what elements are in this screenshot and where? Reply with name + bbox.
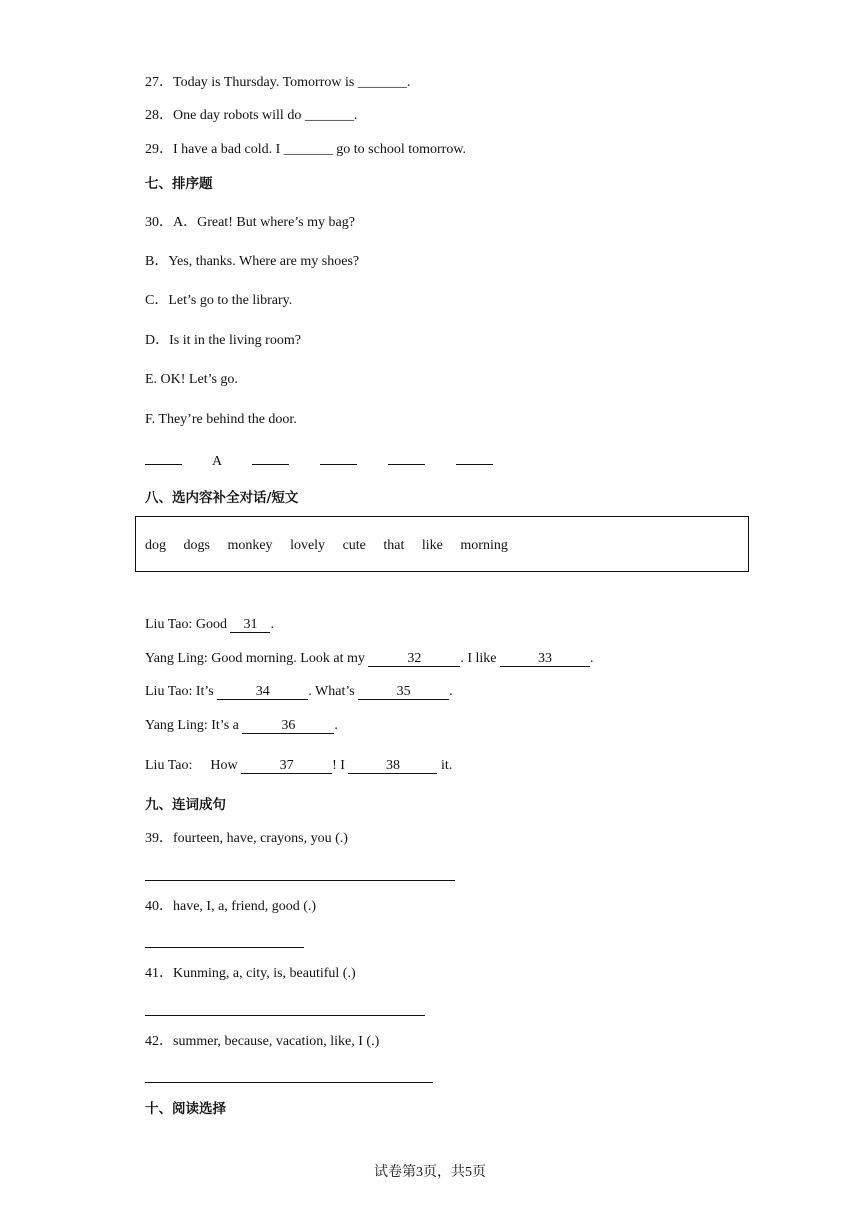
question-text: summer, because, vacation, like, I (.): [173, 1034, 380, 1049]
question-number: 40．: [145, 899, 173, 914]
dialogue-line-1: [145, 616, 274, 634]
dialogue-text: Liu Tao: Good: [145, 617, 231, 632]
blank-35[interactable]: 35: [358, 684, 449, 700]
dialogue-line-4: [145, 717, 338, 735]
question-number: 42．: [145, 1034, 173, 1049]
question-28: [145, 107, 357, 125]
question-text: Today is Thursday. Tomorrow is _______.: [173, 75, 411, 90]
order-given-answer: A: [211, 454, 223, 469]
dialogue-text: .: [449, 684, 453, 699]
answer-line-40[interactable]: [145, 947, 304, 948]
question-text: Kunming, a, city, is, beautiful (.): [173, 966, 356, 981]
word-bank-item: dogs: [183, 538, 210, 553]
option-d: D．Is it in the living room?: [145, 333, 301, 348]
dialogue-text: Liu Tao:: [145, 758, 193, 773]
question-text: fourteen, have, crayons, you (.): [173, 831, 348, 846]
word-bank-item: dog: [145, 538, 166, 553]
dialogue-text: Liu Tao: It’s: [145, 684, 218, 699]
dialogue-text: Yang Ling: It’s a: [145, 718, 243, 733]
word-bank-item: that: [383, 538, 405, 553]
question-40: [145, 898, 316, 916]
question-number: 30．: [145, 215, 173, 230]
section-heading-7: 七、排序题: [145, 176, 213, 192]
question-number: 39．: [145, 831, 173, 846]
word-bank-item: morning: [460, 538, 508, 553]
blank-34[interactable]: 34: [217, 684, 308, 700]
word-bank-box: [135, 516, 749, 572]
page-footer: 试卷第3页，共5页: [374, 1165, 486, 1180]
question-41: [145, 965, 356, 983]
question-text: I have a bad cold. I _______ go to school tomorrow.: [173, 142, 467, 157]
option-e: E. OK! Let’s go.: [145, 372, 238, 387]
word-bank-item: cute: [342, 538, 366, 553]
option-f: F. They’re behind the door.: [145, 412, 297, 427]
dialogue-line-2: [145, 650, 594, 668]
dialogue-line-3: [145, 683, 453, 701]
answer-line-39[interactable]: [145, 880, 455, 881]
question-30: [145, 214, 355, 232]
blank-31[interactable]: 31: [230, 617, 270, 633]
word-bank-item: like: [421, 538, 443, 553]
section-heading-8: 八、选内容补全对话/短文: [145, 490, 299, 506]
dialogue-text: .: [334, 718, 338, 733]
order-blank-2[interactable]: [252, 450, 289, 465]
order-blank-5[interactable]: [456, 450, 493, 465]
question-29: [145, 141, 466, 159]
question-text: have, I, a, friend, good (.): [173, 899, 317, 914]
question-number: 27．: [145, 75, 173, 90]
order-blank-4[interactable]: [388, 450, 425, 465]
answer-line-42[interactable]: [145, 1082, 433, 1083]
word-bank-item: monkey: [227, 538, 273, 553]
question-39: [145, 830, 348, 848]
blank-37[interactable]: 37: [241, 758, 332, 774]
question-text: One day robots will do _______.: [173, 108, 358, 123]
section-heading-10: 十、阅读选择: [145, 1101, 226, 1117]
dialogue-text: . I like: [460, 651, 501, 666]
dialogue-text: . What’s: [308, 684, 359, 699]
order-blank-3[interactable]: [320, 450, 357, 465]
blank-32[interactable]: 32: [368, 651, 460, 667]
answer-line-41[interactable]: [145, 1015, 425, 1016]
order-blank-1[interactable]: [145, 450, 182, 465]
word-bank-item: lovely: [290, 538, 326, 553]
word-bank: [145, 538, 522, 554]
blank-33[interactable]: 33: [500, 651, 590, 667]
order-answer-row: [145, 450, 493, 471]
dialogue-text: .: [270, 617, 274, 632]
question-number: 41．: [145, 966, 173, 981]
blank-36[interactable]: 36: [242, 718, 334, 734]
option-b: B．Yes, thanks. Where are my shoes?: [145, 254, 360, 269]
dialogue-text: ! I: [332, 758, 349, 773]
blank-38[interactable]: 38: [348, 758, 437, 774]
dialogue-text: .: [590, 651, 594, 666]
dialogue-text: Yang Ling: Good morning. Look at my: [145, 651, 369, 666]
question-number: 28．: [145, 108, 173, 123]
question-42: [145, 1033, 379, 1051]
option-a: A．Great! But where’s my bag?: [173, 215, 355, 230]
option-c: C．Let’s go to the library.: [145, 293, 293, 308]
question-27: [145, 74, 410, 92]
question-number: 29．: [145, 142, 173, 157]
dialogue-line-5: [145, 757, 452, 775]
section-heading-9: 九、连词成句: [145, 797, 226, 813]
dialogue-text: How: [210, 758, 242, 773]
dialogue-text: it.: [437, 758, 453, 773]
